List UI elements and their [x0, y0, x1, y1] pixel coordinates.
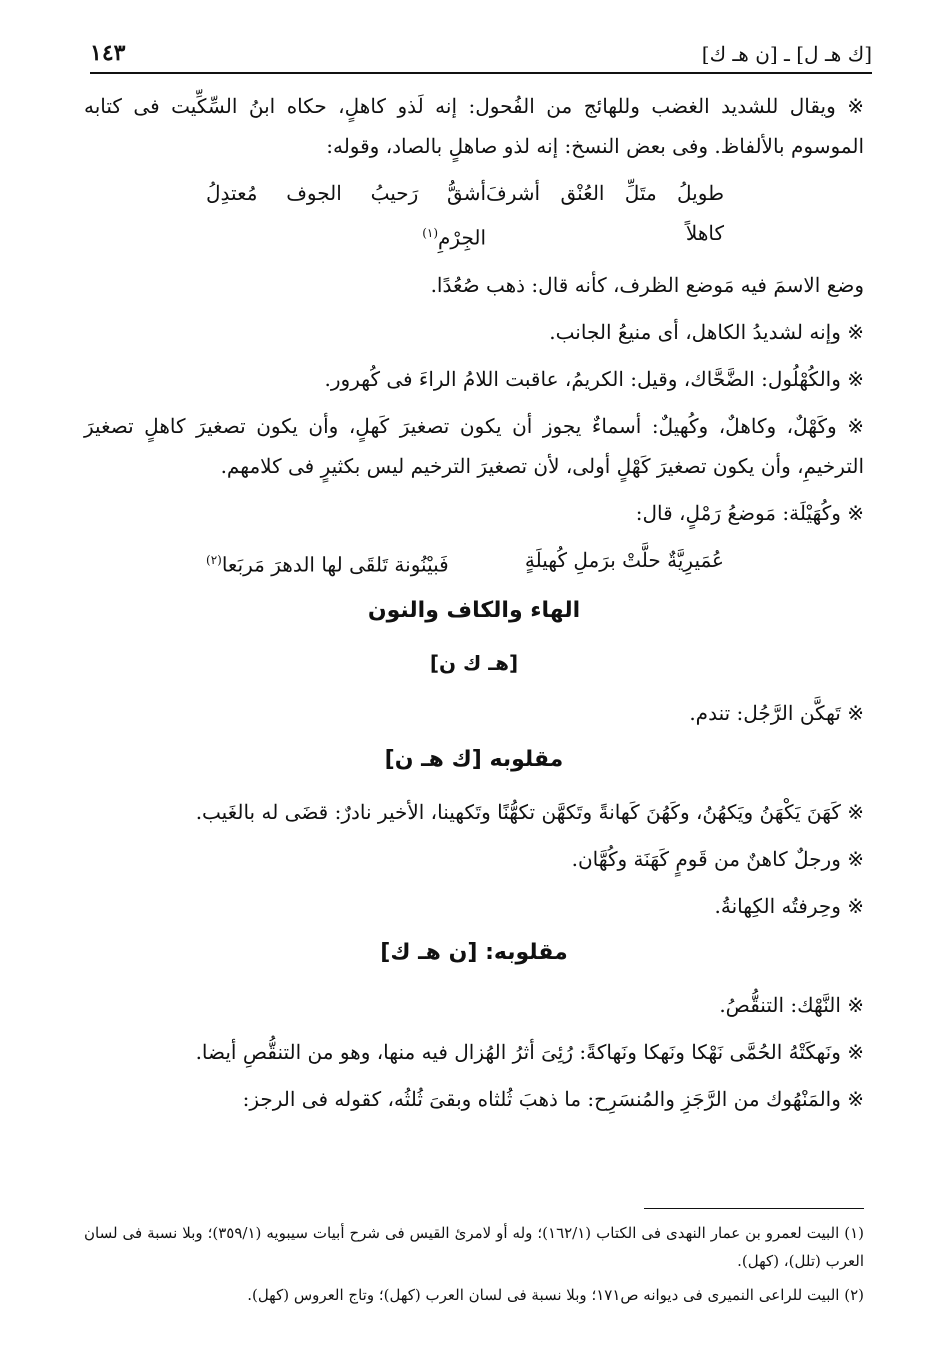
verse-second-hemistich: أشقُّ رَحيبُ الجوف مُعتدِلُ الجِرْمِ$^{(١)}$ [206, 181, 487, 250]
footnote-marker: (٢) [206, 552, 222, 567]
section-heading: مقلوبه [ك هـ ن] [384, 747, 564, 773]
entry-paragraph: ※ والكُهْلُول: الضَّحَّاك، وقيل: الكريمُ، عاقبت اللامُ الراءَ فى كُهرور. [324, 366, 864, 391]
entry-paragraph: ※ ونَهكَتْهُ الحُمَّى نَهْكا ونَهكا ونَهاكةً: رُئِىَ أثرُ الهُزال فيه منها، وهو من التنقُّصِ أيضا. [195, 1040, 864, 1065]
footnote-marker: (١) [422, 226, 439, 240]
section-heading: الهاء والكاف والنون [367, 598, 581, 624]
page-header [90, 34, 872, 74]
footnote: (١) البيت لعمرو بن عمار النهدى فى الكتاب (١٦٢/١)؛ وله أو لامرئ القيس فى شرح أبيات سيبويه (٣٥٩/١)؛ وبلا نسبة فى لسان العرب (تلل)، (كهل). [84, 1224, 864, 1270]
root-heading: [هـ ك ن] [429, 651, 519, 676]
entry-paragraph: ※ ورجلٌ كاهنٌ من قَومٍ كَهَنَة وكُهَّان. [571, 847, 864, 872]
verse-first-hemistich: طويلُ متَلِّ العُنْق أشرفَ كاهلاً [486, 181, 724, 245]
entry-paragraph: ※ النَّهْك: التنقُّصُ. [719, 993, 864, 1018]
footnote: (٢) البيت للراعى النميرى فى ديوانه ص١٧١؛ وبلا نسبة فى لسان العرب (كهل)؛ وتاج العروس (كهل). [247, 1286, 864, 1304]
page-number: ١٤٣ [90, 40, 126, 66]
entry-paragraph: وضع الاسمَ فيه مَوضع الظرف، كأنه قال: ذهب صُعُدًا. [430, 272, 864, 297]
entry-paragraph: ※ ويقال للشديد الغضب وللهائج من الفُحول: إنه لَذو كاهلٍ، حكاه ابنُ السِّكِّيت فى كتابه الموسوم بالألفاظ. وفى بعض النسخ: إنه لذو صاهلٍ بالصاد، وقوله: [84, 94, 864, 158]
main-text [84, 86, 864, 1126]
running-head: [ك هـ ل] ـ [ن هـ ك] [701, 42, 872, 66]
verse-line [84, 540, 864, 585]
entry-paragraph: ※ كَهَنَ يَكْهَنُ ويَكهُنُ، وكَهُنَ كَهانةً وتَكهَّن تكهُّنًا وتَكهينا، الأخير نادرٌ: قضَى له بالغَيب. [195, 800, 864, 825]
entry-paragraph: ※ وإنه لشديدُ الكاهل، أى منيعُ الجانب. [549, 319, 864, 344]
verse-first-hemistich: عُمَيرِيَّةٌ حلَّتْ برَملِ كُهيلَةٍ [524, 547, 724, 572]
footnotes [84, 1208, 864, 1315]
section-heading: مقلوبه: [ن هـ ك] [380, 940, 568, 966]
footnote-divider [644, 1208, 864, 1209]
entry-paragraph: ※ والمَنْهُوك من الرَّجَزِ والمُنسَرِح: ما ذهبَ ثُلثاه وبقىَ ثُلثُه، كقوله فى الرجز: [242, 1087, 864, 1112]
entry-paragraph: ※ وكُهَيْلَة: مَوضعُ رَمْلٍ، قال: [635, 500, 864, 525]
entry-paragraph: ※ وكَهْلٌ، وكاهلٌ، وكُهيلٌ: أسماءٌ يجوز أن يكون تصغيرَ كَهلٍ، وأن يكون تصغيرَ كاهلٍ تصغيرَ الترخيمِ، وأن يكون تصغيرَ كَهْلٍ أولى، لأن تصغيرَ الترخيم ليس بكثيرٍ فى كلامهم. [84, 413, 864, 478]
entry-paragraph: ※ تَهكَّن الرَّجُل: تندم. [689, 701, 864, 726]
verse-line [84, 173, 864, 258]
verse-second-hemistich: فَبيْنُونة تَلقَى لها الدهرَ مَربَعا$^{(٢)}$ [206, 552, 449, 577]
entry-paragraph: ※ وحِرفتُه الكِهانةُ. [714, 894, 864, 919]
